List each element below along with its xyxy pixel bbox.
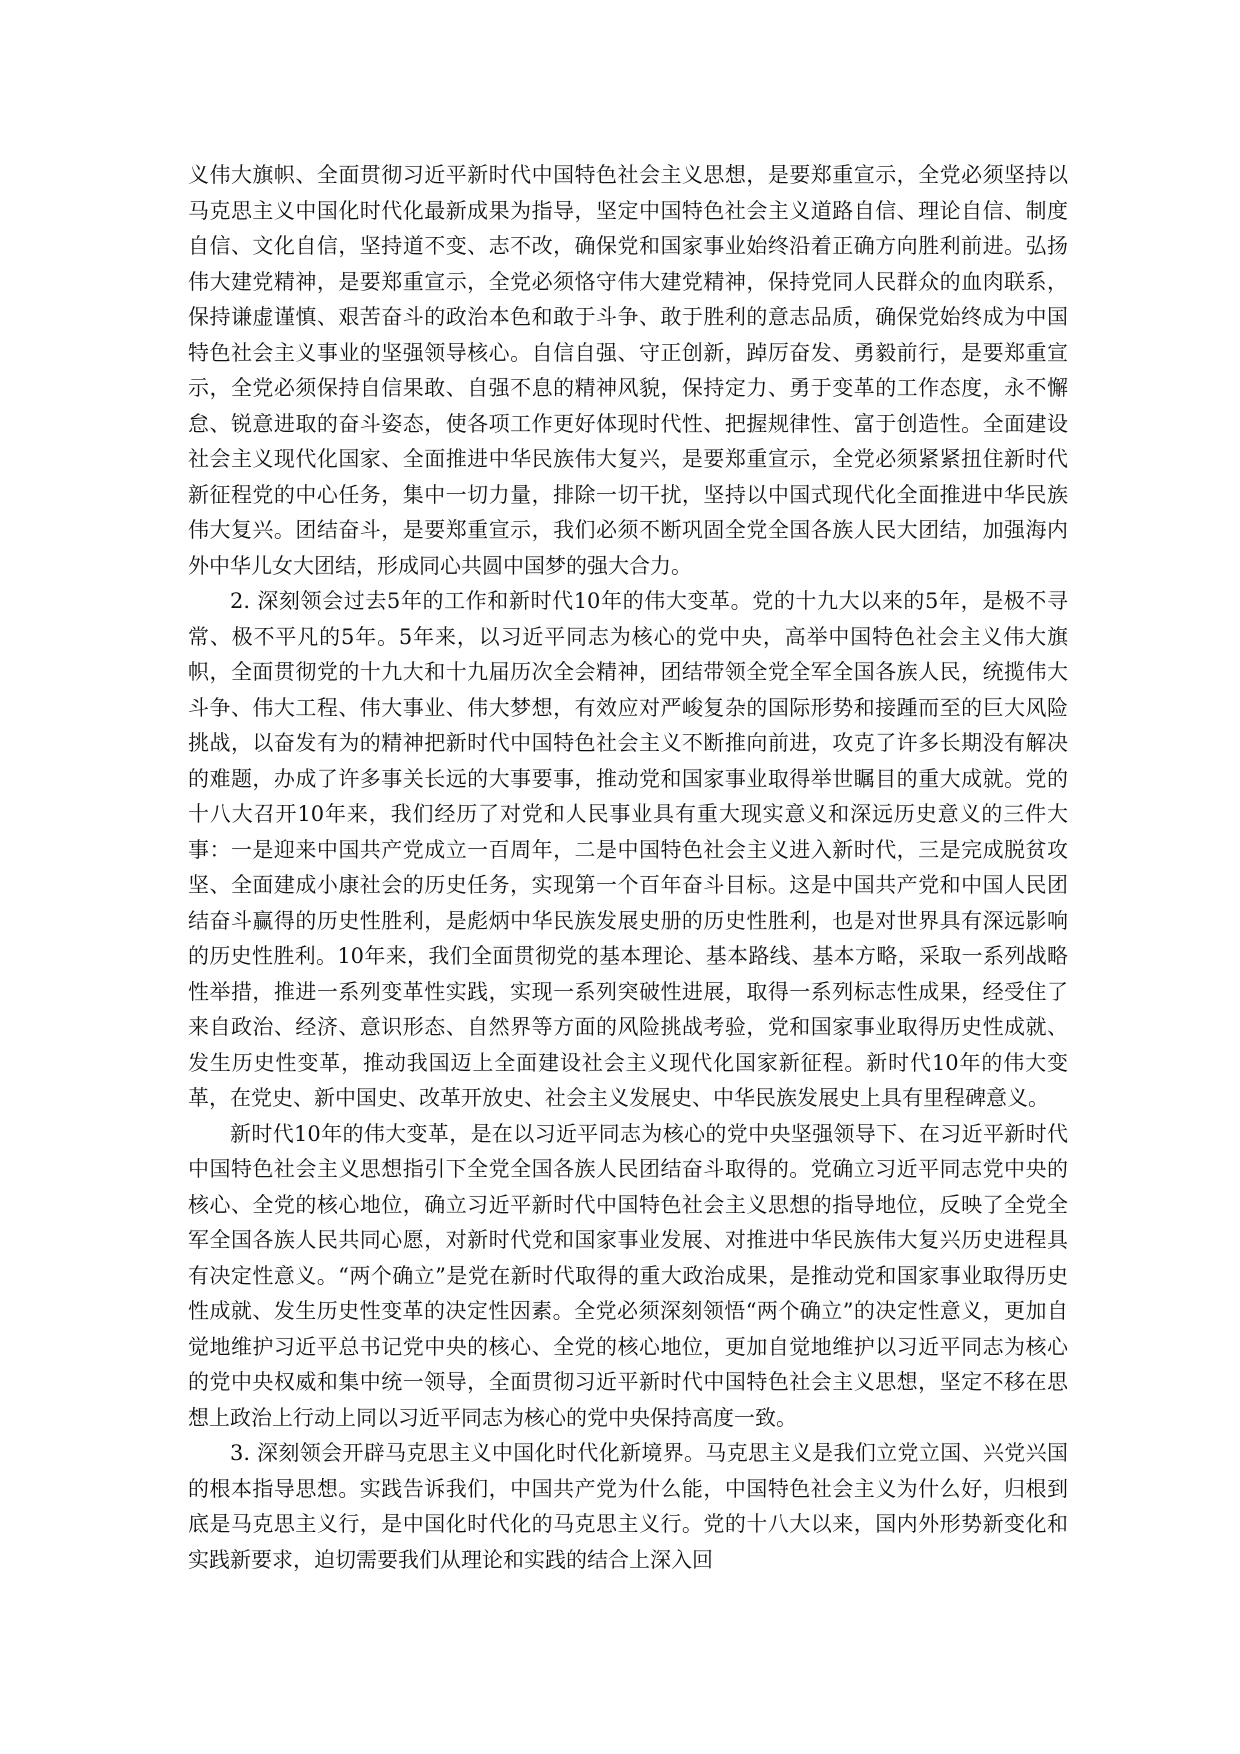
paragraph-two-establishments: 新时代10年的伟大变革，是在以习近平同志为核心的党中央坚强领导下、在习近平新时代中国特色社会主义思想指引下全党全国各族人民团结奋斗取得的。党确立习近平同志党中央的核心、全党的核心地位，确立习近平新时代中国特色社会主义思想的指导地位，反映了全党全军全国各族人民共同心愿，对新时代党和国家事业发展、对推进中华民族伟大复兴历史进程具有决定性意义。“两个确立”是党在新时代取得的重大政治成果，是推动党和国家事业取得历史性成就、发生历史性变革的决定性因素。全党必须深刻领悟“两个确立”的决定性意义，更加自觉地维护习近平总书记党中央的核心、全党的核心地位，更加自觉地维护以习近平同志为核心的党中央权威和集中统一领导，全面贯彻习近平新时代中国特色社会主义思想，坚定不移在思想上政治上行动上同以习近平同志为核心的党中央保持高度一致。 (188, 1121, 1068, 1430)
paragraph-continued: 义伟大旗帜、全面贯彻习近平新时代中国特色社会主义思想，是要郑重宣示，全党必须坚持以马克思主义中国化时代化最新成果为指导，坚定中国特色社会主义道路自信、理论自信、制度自信、文化自信，坚持道不变、志不改，确保党和国家事业始终沿着正确方向胜利前进。弘扬伟大建党精神，是要郑重宣示，全党必须恪守伟大建党精神，保持党同人民群众的血肉联系，保持谦虚谨慎、艰苦奋斗的政治本色和敢于斗争、敢于胜利的意志品质，确保党始终成为中国特色社会主义事业的坚强领导核心。自信自强、守正创新，踔厉奋发、勇毅前行，是要郑重宣示，全党必须保持自信果敢、自强不息的精神风貌，保持定力、勇于变革的工作态度，永不懈怠、锐意进取的奋斗姿态，使各项工作更好体现时代性、把握规律性、富于创造性。全面建设社会主义现代化国家、全面推进中华民族伟大复兴，是要郑重宣示，全党必须紧紧扭住新时代新征程党的中心任务，集中一切力量，排除一切干扰，坚持以中国式现代化全面推进中华民族伟大复兴。团结奋斗，是要郑重宣示，我们必须不断巩固全党全国各族人民大团结，加强海内外中华儿女大团结，形成同心共圆中国梦的强大合力。 (188, 163, 1068, 578)
paragraph-section-3: 3. 深刻领会开辟马克思主义中国化时代化新境界。马克思主义是我们立党立国、兴党兴国的根本指导思想。实践告诉我们，中国共产党为什么能，中国特色社会主义为什么好，归根到底是马克思主义行，是中国化时代化的马克思主义行。党的十八大以来，国内外形势新变化和实践新要求，迫切需要我们从理论和实践的结合上深入回 (188, 1441, 1068, 1572)
body-text (188, 158, 1068, 1578)
paragraph-section-2: 2. 深刻领会过去5年的工作和新时代10年的伟大变革。党的十九大以来的5年，是极不寻常、极不平凡的5年。5年来，以习近平同志为核心的党中央，高举中国特色社会主义伟大旗帜，全面贯彻党的十九大和十九届历次全会精神，团结带领全党全军全国各族人民，统揽伟大斗争、伟大工程、伟大事业、伟大梦想，有效应对严峻复杂的国际形势和接踵而至的巨大风险挑战，以奋发有为的精神把新时代中国特色社会主义不断推向前进，攻克了许多长期没有解决的难题，办成了许多事关长远的大事要事，推动党和国家事业取得举世瞩目的重大成就。党的十八大召开10年来，我们经历了对党和人民事业具有重大现实意义和深远历史意义的三件大事：一是迎来中国共产党成立一百周年，二是中国特色社会主义进入新时代，三是完成脱贫攻坚、全面建成小康社会的历史任务，实现第一个百年奋斗目标。这是中国共产党和中国人民团结奋斗赢得的历史性胜利，是彪炳中华民族发展史册的历史性胜利，也是对世界具有深远影响的历史性胜利。10年来，我们全面贯彻党的基本理论、基本路线、基本方略，采取一系列战略性举措，推进一系列变革性实践，实现一系列突破性进展，取得一系列标志性成果，经受住了来自政治、经济、意识形态、自然界等方面的风险挑战考验，党和国家事业取得历史性成就、发生历史性变革，推动我国迈上全面建设社会主义现代化国家新征程。新时代10年的伟大变革，在党史、新中国史、改革开放史、社会主义发展史、中华民族发展史上具有里程碑意义。 (188, 589, 1068, 1110)
